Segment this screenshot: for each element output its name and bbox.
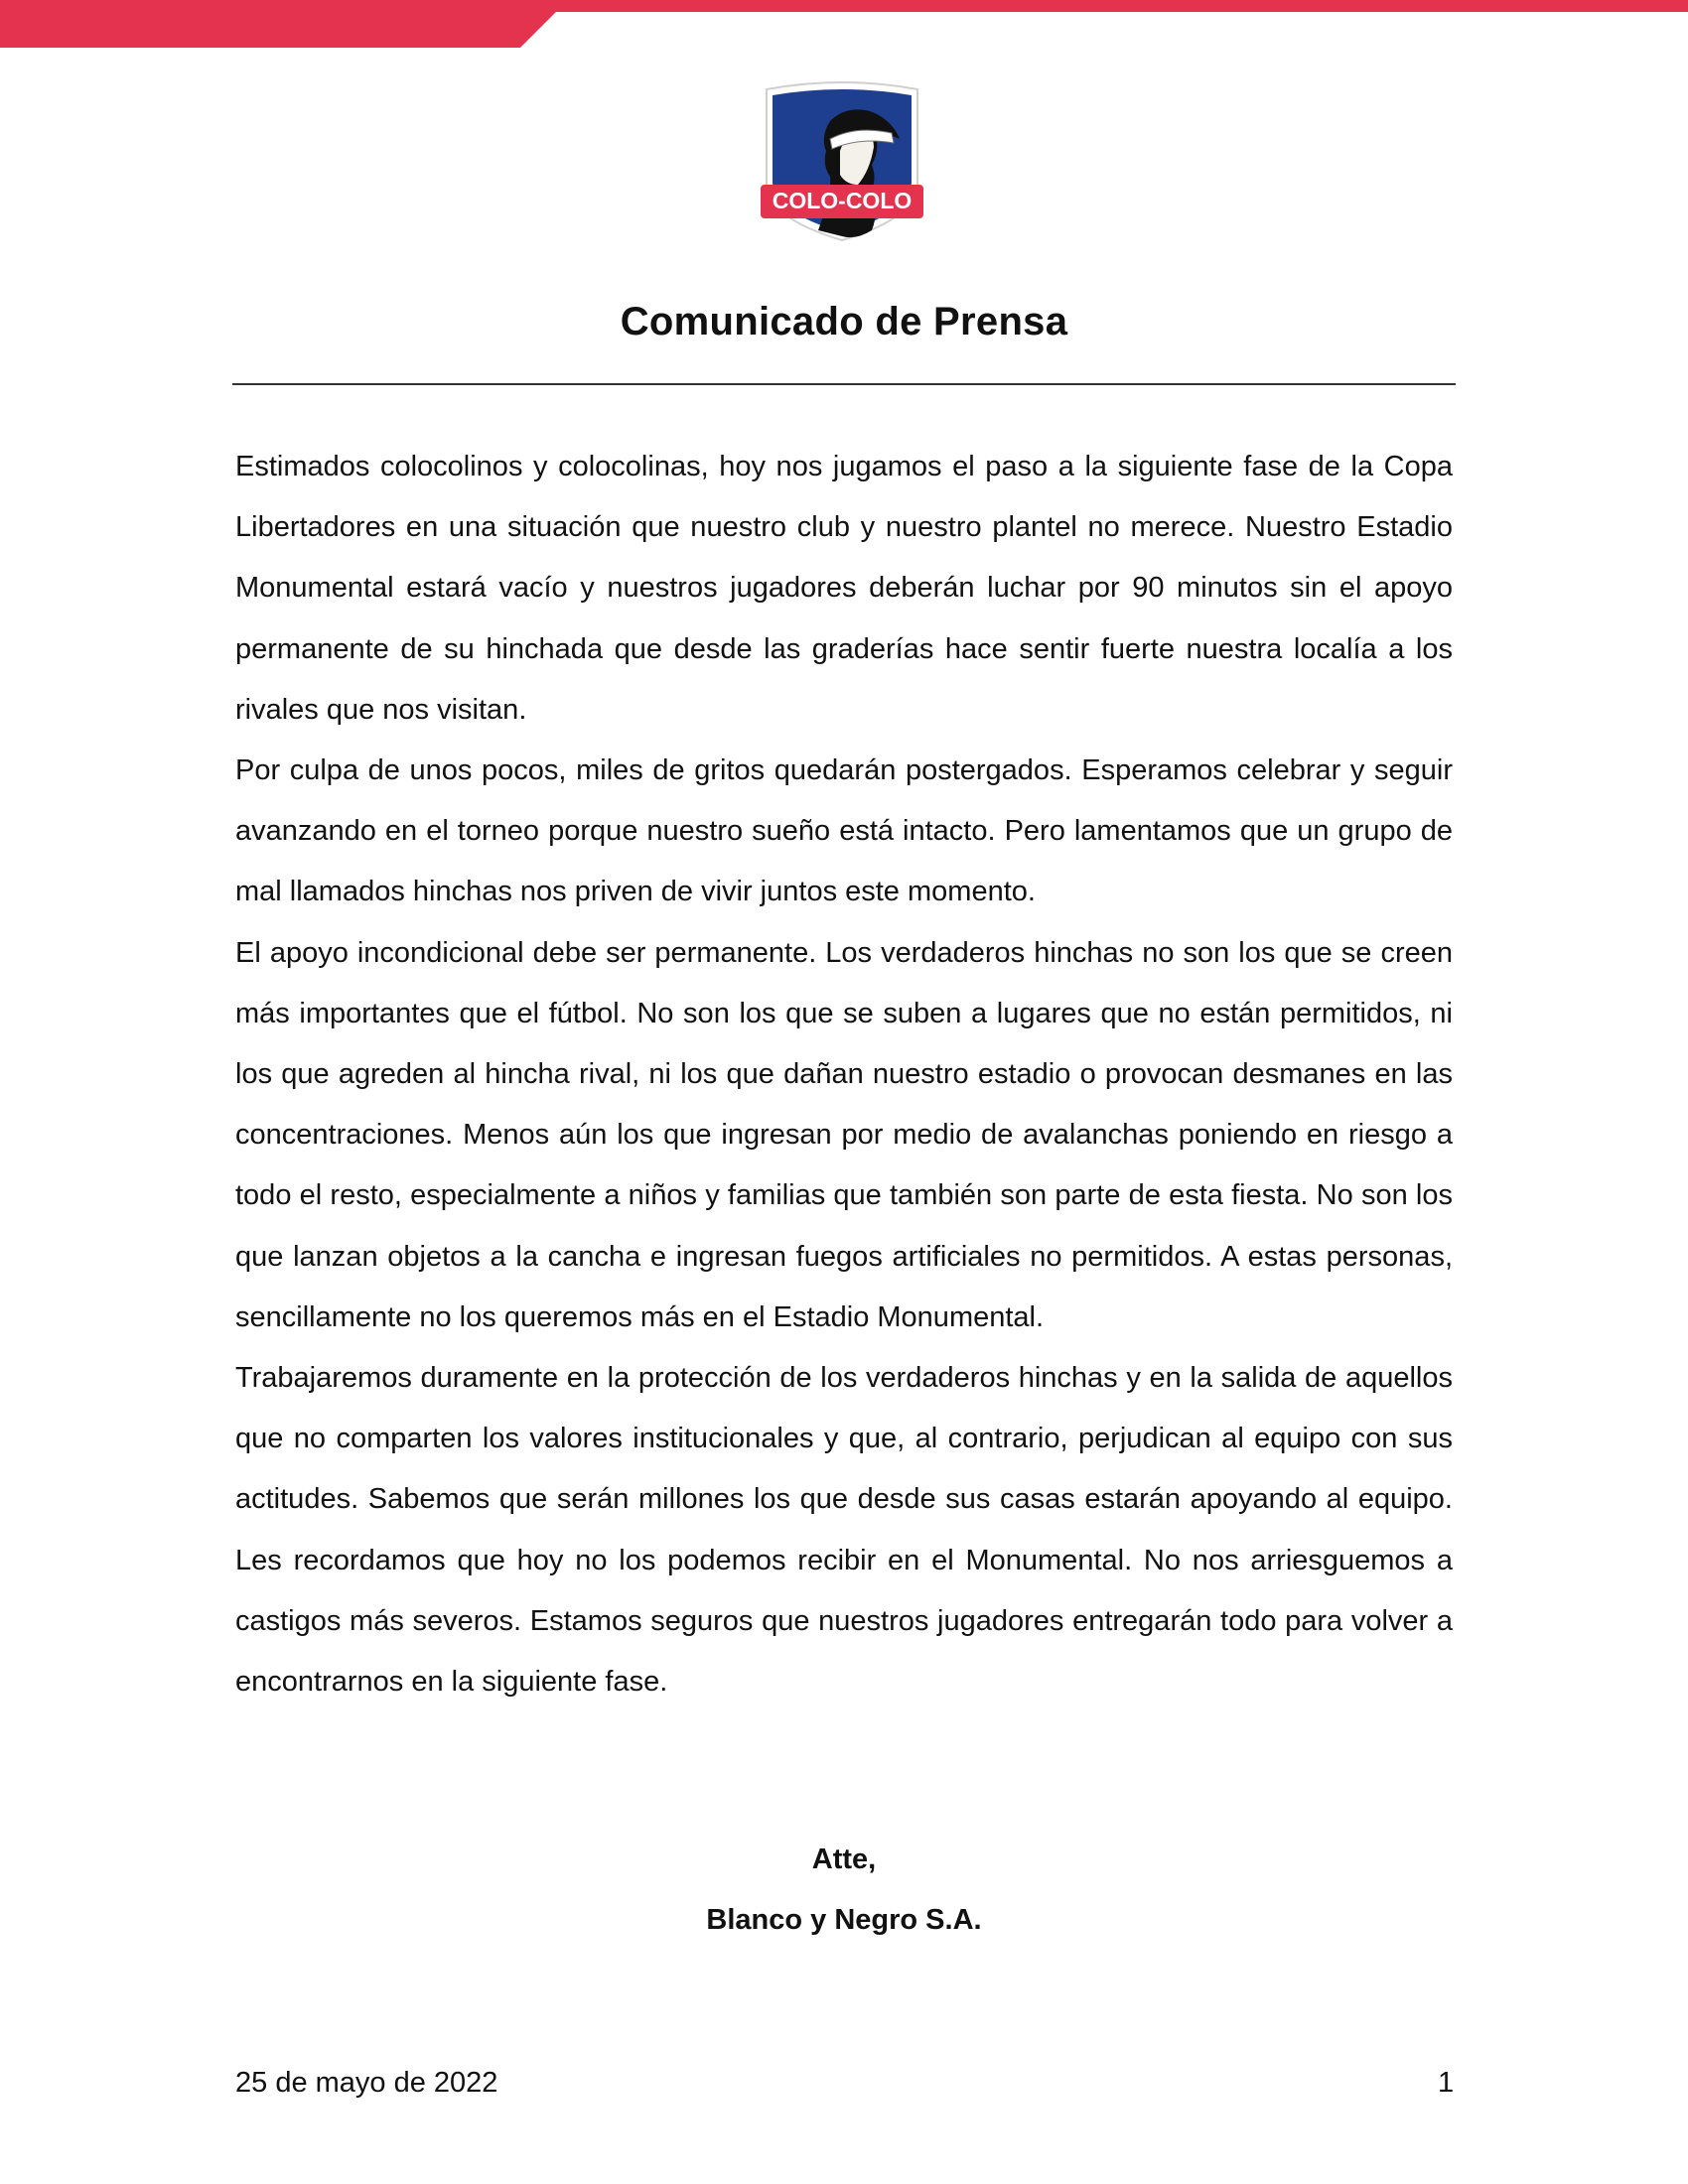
signature: Blanco y Negro S.A. <box>706 1904 982 1936</box>
title-divider <box>232 383 1456 385</box>
closing-salutation: Atte, <box>811 1843 877 1875</box>
body-paragraph-4: Trabajaremos duramente en la protección de los verdaderos hinchas y en la salida de aquellos que no comparten los valores institucionales y que, al contrario, perjudican al equipo con sus actitudes. Sabemos que serán millones los que desde sus casas estarán apoyando al equipo. Les recordamos que hoy no los podemos recibir en el Monumental. No nos arriesguemos a castigos más severos. Estamos seguros que nuestros jugadores entregarán todo para volver a encontrarnos en la siguiente fase. <box>235 1362 1453 1699</box>
body-paragraph-2: Por culpa de unos pocos, miles de gritos quedarán postergados. Esperamos celebrar y seguir avanzando en el torneo porque nuestro sueño está intacto. Pero lamentamos que un grupo de mal llamados hinchas nos priven de vivir juntos este momento. <box>235 754 1453 908</box>
page-title: Comunicado de Prensa <box>620 300 1068 343</box>
footer-date: 25 de mayo de 2022 <box>235 2067 498 2099</box>
crest-name-text: COLO-COLO <box>772 188 913 213</box>
top-accent-bar <box>0 0 1688 48</box>
body-paragraph-3: El apoyo incondicional debe ser permanente. Los verdaderos hinchas no son los que se creen más importantes que el fútbol. No son los que se suben a lugares que no están permitidos, ni los que agreden al hincha rival, ni los que dañan nuestro estadio o provocan desmanes en las concentraciones. Menos aún los que ingresan por medio de avalanchas poniendo en riesgo a todo el resto, especialmente a niños y familias que también son parte de esta fiesta. No son los que lanzan objetos a la cancha e ingresan fuegos artificiales no permitidos. A estas personas, sencillamente no los queremos más en el Estadio Monumental. <box>235 936 1453 1333</box>
colo-colo-crest-logo <box>761 81 923 242</box>
page-number: 1 <box>1438 2067 1455 2099</box>
press-release-body <box>235 437 1453 1712</box>
body-paragraph-1: Estimados colocolinos y colocolinas, hoy nos jugamos el paso a la siguiente fase de la Copa Libertadores en una situación que nuestro club y nuestro plantel no merece. Nuestro Estadio Monumental estará vacío y nuestros jugadores deberán luchar por 90 minutos sin el apoyo permanente de su hinchada que desde las graderías hace sentir fuerte nuestra localía a los rivales que nos visitan. <box>235 451 1453 726</box>
